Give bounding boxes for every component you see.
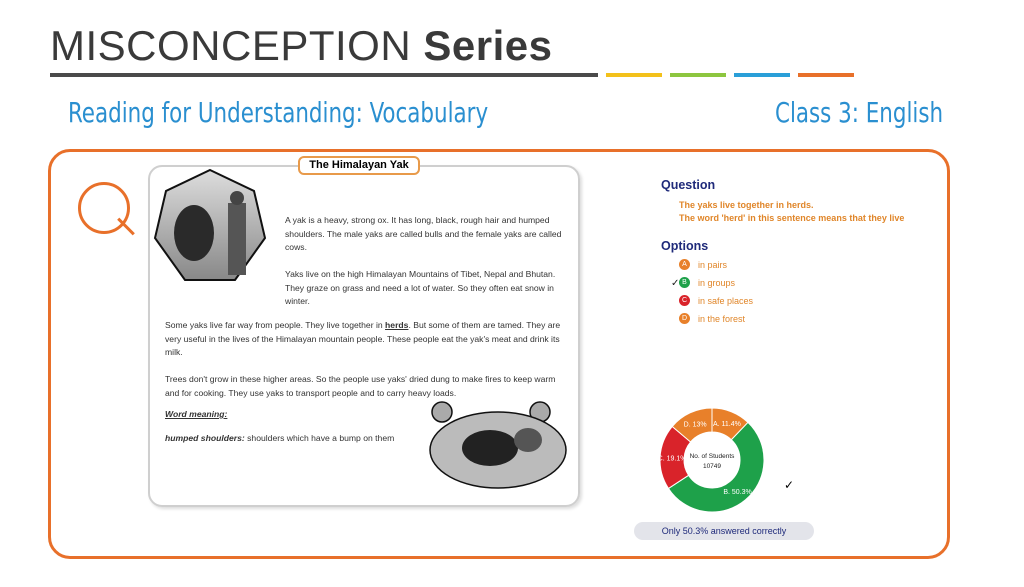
q-icon [78,182,130,234]
question-line-1: The yaks live together in herds. [679,200,814,210]
correct-check-icon: ✓ [671,278,680,289]
summary-pill: Only 50.3% answered correctly [634,522,814,540]
paragraph-3-b: . But some of them are tamed. They are very useful in the lives of the Himalayan mountain people. These people eat the yak's meat and drink its milk. [165,320,561,357]
rule-orange [798,73,854,77]
series-title [50,22,552,70]
option-d[interactable] [679,313,745,324]
option-letter-badge: B [679,277,690,288]
yak-photo-heptagon [152,168,268,288]
chart-check-icon: ✓ [784,478,795,492]
options-heading: Options [661,239,709,253]
donut-center-label: No. of Students [689,453,735,460]
donut-label: D. 13% [683,421,707,429]
question-heading: Question [661,178,716,192]
option-text: in the forest [698,313,746,324]
rule-blue [734,73,790,77]
question-line-2: The word 'herd' in this sentence means that they live [679,213,905,223]
option-letter-badge: D [679,313,690,324]
option-text: in safe places [698,295,754,306]
herds-word: herds [385,320,409,330]
paragraph-4: Trees don't grow in these higher areas. So the people use yaks' dried dung to make fires to keep warm and for cooking. They use yaks to transport people and to carry heavy loads. [165,374,556,398]
word-meaning-label: Word meaning: [165,409,228,419]
rule-green [670,73,726,77]
option-text: in groups [698,277,736,288]
option-letter-badge: C [679,295,690,306]
term: humped shoulders: [165,433,245,443]
rule-yellow [606,73,662,77]
topic-title: Reading for Understanding: Vocabulary [68,96,489,129]
passage-title: The Himalayan Yak [298,156,420,175]
yak-photo-oval [428,400,568,490]
paragraph-3 [165,319,570,360]
class-title: Class 3: English [775,96,944,129]
donut-center-value: 10749 [702,463,722,470]
definition: shoulders which have a bump on them [244,433,395,443]
series-title-light: MISCONCEPTION [50,22,412,69]
donut-label: A. 11.4% [712,420,741,428]
paragraph-3-a: Some yaks live far way from people. They live together in [165,320,386,330]
option-letter-badge: A [679,259,690,270]
rule-main [50,73,598,77]
paragraph-2: Yaks live on the high Himalayan Mountains of Tibet, Nepal and Bhutan. They graze on grass and need a lot of water. So they often eat snow in winter. [285,269,556,306]
option-text: in pairs [698,259,728,270]
option-c[interactable] [679,295,753,306]
donut-label: C. 19.1% [657,455,687,463]
option-b[interactable] [679,277,735,288]
word-definition [165,432,435,446]
option-a[interactable] [679,259,727,270]
donut-label: B. 50.3% [723,488,752,496]
response-donut-chart [650,398,780,518]
paragraph-1: A yak is a heavy, strong ox. It has long, black, rough hair and humped shoulders. The male yaks are called bulls and the female yaks are called cows. [285,215,562,252]
series-title-bold: Series [423,22,553,69]
